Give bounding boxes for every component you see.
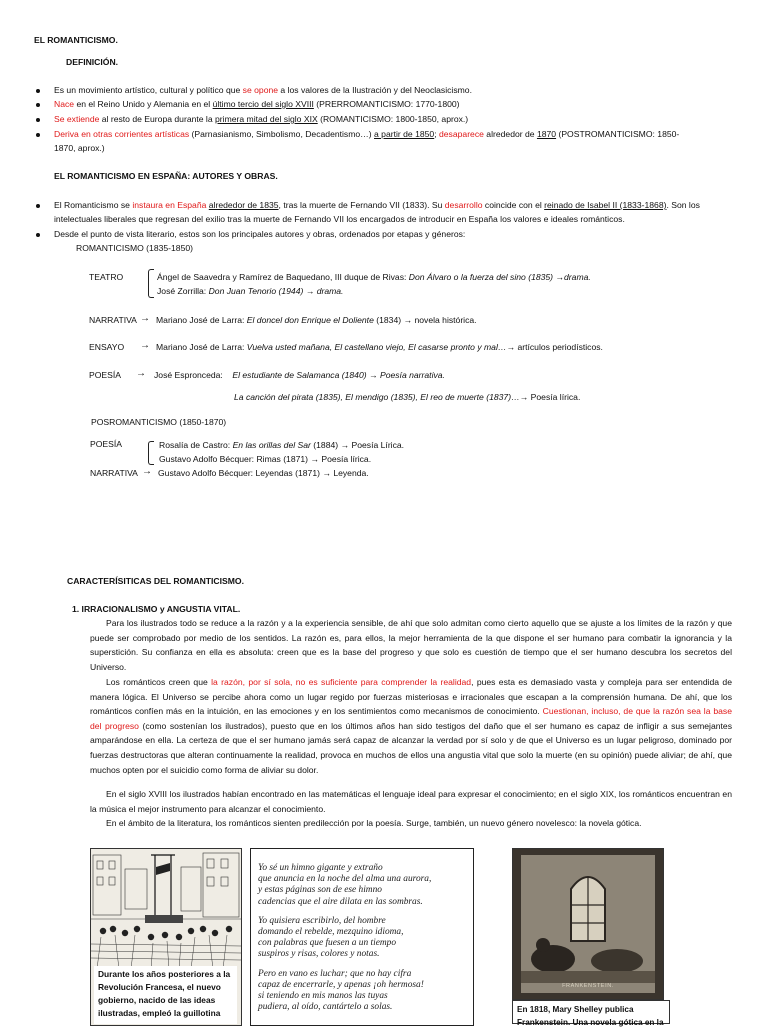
pos-poesia-work-1: Rosalía de Castro: En las orillas del Sar (1884) → Poesía Lírica. [159,440,405,450]
pos-narrativa-work: Gustavo Adolfo Bécquer: Leyendas (1871) → Leyenda. [158,468,369,478]
poem-stanza-1: Yo sé un himno gigante y extraño que anuncia en la noche del alma una aurora, y estas páginas son de ese himno cadencias que el aire dilata en las sombras. [258,863,432,907]
characteristics-heading: CARACTERÍSITICAS DEL ROMANTICISMO. [67,576,244,586]
spain-item-2: Desde el punto de vista literario, estos son los principales autores y obras, ordenados por etapas y géneros: [54,229,466,239]
genre-label-teatro: TEATRO [89,272,124,282]
genre-label-pos-narrativa: NARRATIVA [90,468,138,478]
bullet [36,89,40,93]
definition-item-1: Es un movimiento artístico, cultural y político que se opone a los valores de la Ilustración y del Neoclasicismo. [54,85,472,95]
paragraph-3: En el siglo XVIII los ilustrados habían encontrado en las matemáticas el lenguaje ideal para expresar el conocimiento; en el siglo XIX, los románticos encuentran en la música el mejor instrumento para alcanzar el conocimiento. [90,789,732,814]
postromanticism-period-heading: POSROMANTICISMO (1850-1870) [91,417,227,427]
paragraph-4: En el ámbito de la literatura, los románticos sienten predilección por la poesía. Surge, también, un nuevo género novelesco: la novela gótica. [106,818,642,828]
poesia-work-2: La canción del pirata (1835), El mendigo (1835), El reo de muerte (1837)…→ Poesía lírica. [234,392,581,402]
spain-item-1-cont: intelectuales liberales que regresan del exilio tras la muerte de Fernando VII los encargados de introducir en España los valores e ideales románticos. [54,214,625,224]
arrow-icon: → [142,466,152,477]
poem-stanza-3: Pero en vano es luchar; que no hay cifra capaz de encerrarle, y apenas ¡oh hermosa! si teniendo en mis manos las tuyas pudiera, al oído, cantártelo a solas. [258,968,424,1013]
bullet [36,204,40,208]
characteristic-item-1: 1. IRRACIONALISMO y ANGUSTIA VITAL. [72,604,241,614]
document-title: EL ROMANTICISMO. [34,35,118,45]
becquer-poem-box [250,848,474,1026]
frankenstein-caption: En 1818, Mary Shelley publica Frankenstein. Una novela gótica en la [512,1000,670,1024]
guillotine-caption: Durante los años posteriores a la Revolución Francesa, el nuevo gobierno, nacido de las ideas ilustradas, empleó la guillotina [94,966,237,1024]
teatro-work-2: José Zorrilla: Don Juan Tenorio (1944) → drama. [157,286,344,296]
romanticism-period-heading: ROMANTICISMO (1835-1850) [76,243,194,253]
frankenstein-frontispiece-image [512,848,664,1000]
brace-pos-poesia [148,441,154,465]
poesia-work-1: José Espronceda: El estudiante de Salamanca (1840) → Poesía narrativa. [154,370,445,380]
genre-label-pos-poesia: POESÍA [90,439,122,449]
paragraph-1: Para los ilustrados todo se reduce a la razón y a la experiencia sensible, de ahí que solo admitan como cierto aquello que se ajuste a los límites de la razón y que puede ser comprobado por medio de los sentidos. La razón es, para ellos, la mejor herramienta de la que dispone el ser humano para combatir la ignorancia y la superstición. Su confianza en ella es absoluta: creen que es la base del progreso y que solo es cuestión de tiempo que el ser humano descubra los secretos del Universo. [90,618,732,672]
teatro-work-1: Ángel de Saavedra y Ramírez de Baquedano, III duque de Rivas: Don Álvaro o la fuerza del sino (1835) →drama. [157,272,591,282]
ensayo-work: Mariano José de Larra: Vuelva usted mañana, El castellano viejo, El casarse pronto y mal…→ artículos periodísticos. [156,342,603,352]
poem-stanza-2: Yo quisiera escribirlo, del hombre domando el rebelde, mezquino idioma, con palabras que fuesen a un tiempo suspiros y risas, colores y notas. [258,915,404,960]
definition-item-3: Se extiende al resto de Europa durante la primera mitad del siglo XIX (ROMANTICISMO: 1800-1850, aprox.) [54,114,469,124]
narrativa-work: Mariano José de Larra: El doncel don Enrique el Doliente (1834) → novela histórica. [156,315,477,325]
genre-label-narrativa: NARRATIVA [89,315,137,325]
definition-heading: DEFINICIÓN. [66,57,119,67]
arrow-icon: → [140,340,150,351]
arrow-icon: → [136,368,146,379]
pos-poesia-work-2: Gustavo Adolfo Bécquer: Rimas (1871) → Poesía lírica. [159,454,372,464]
arrow-icon: → [140,313,150,324]
spain-heading: EL ROMANTICISMO EN ESPAÑA: AUTORES Y OBRAS. [54,171,278,181]
definition-item-4: Deriva en otras corrientes artísticas (Parnasianismo, Simbolismo, Decadentismo…) a partir de 1850; desaparece alrededor de 1870 (POSTROMANTICISMO: 1850- [54,129,680,139]
spain-item-1: El Romanticismo se instaura en España alrededor de 1835, tras la muerte de Fernando VII (1833). Su desarrollo coincide con el reinado de Isabel II (1833-1868). Son los [54,200,700,210]
frankenstein-illustration [513,849,663,999]
brace-teatro [148,269,154,298]
bullet [36,233,40,237]
bullet [36,118,40,122]
definition-item-2: Nace en el Reino Unido y Alemania en el último tercio del siglo XVIII (PRERROMANTICISMO: 1770-1800) [54,99,460,109]
bullet [36,133,40,137]
definition-item-4-cont: 1870, aprox.) [54,143,105,153]
frankenstein-inscription: FRANKENSTEIN. [562,983,614,989]
paragraph-2: Los románticos creen que la razón, por sí sola, no es suficiente para comprender la realidad, pues esta es demasiado vasta y compleja para ser entendida de manera lógica. El Universo se percibe ahora como un lugar regido por fuerzas misteriosas e irracionales que escapan a la comprensión humana. De ahí, que los románticos confíen más en la intuición, en las emociones y en los sentimientos como mecanismos de conocimiento. Cuestionan, incluso, de que la razón sea la base del progreso (como sostenían los ilustrados), puesto que en los últimos años han sido testigos del daño que el ser humano es capaz de infligir a sus semejantes amparándose en ella. La certeza de que el ser humano jamás será capaz de alcanzar la verdad por sí solo y de que el Universo es un lugar peligroso, dominado por fuerzas destructoras que alteran continuamente la realidad, provoca en muchos de ellos una angustia vital que solo la muerte (en su opinión) puede aliviar; de ahí, que muchos opten por el suicidio como forma de aliviar su dolor. [90,677,732,775]
bullet [36,103,40,107]
genre-label-poesia: POESÍA [89,370,121,380]
genre-label-ensayo: ENSAYO [89,342,125,352]
